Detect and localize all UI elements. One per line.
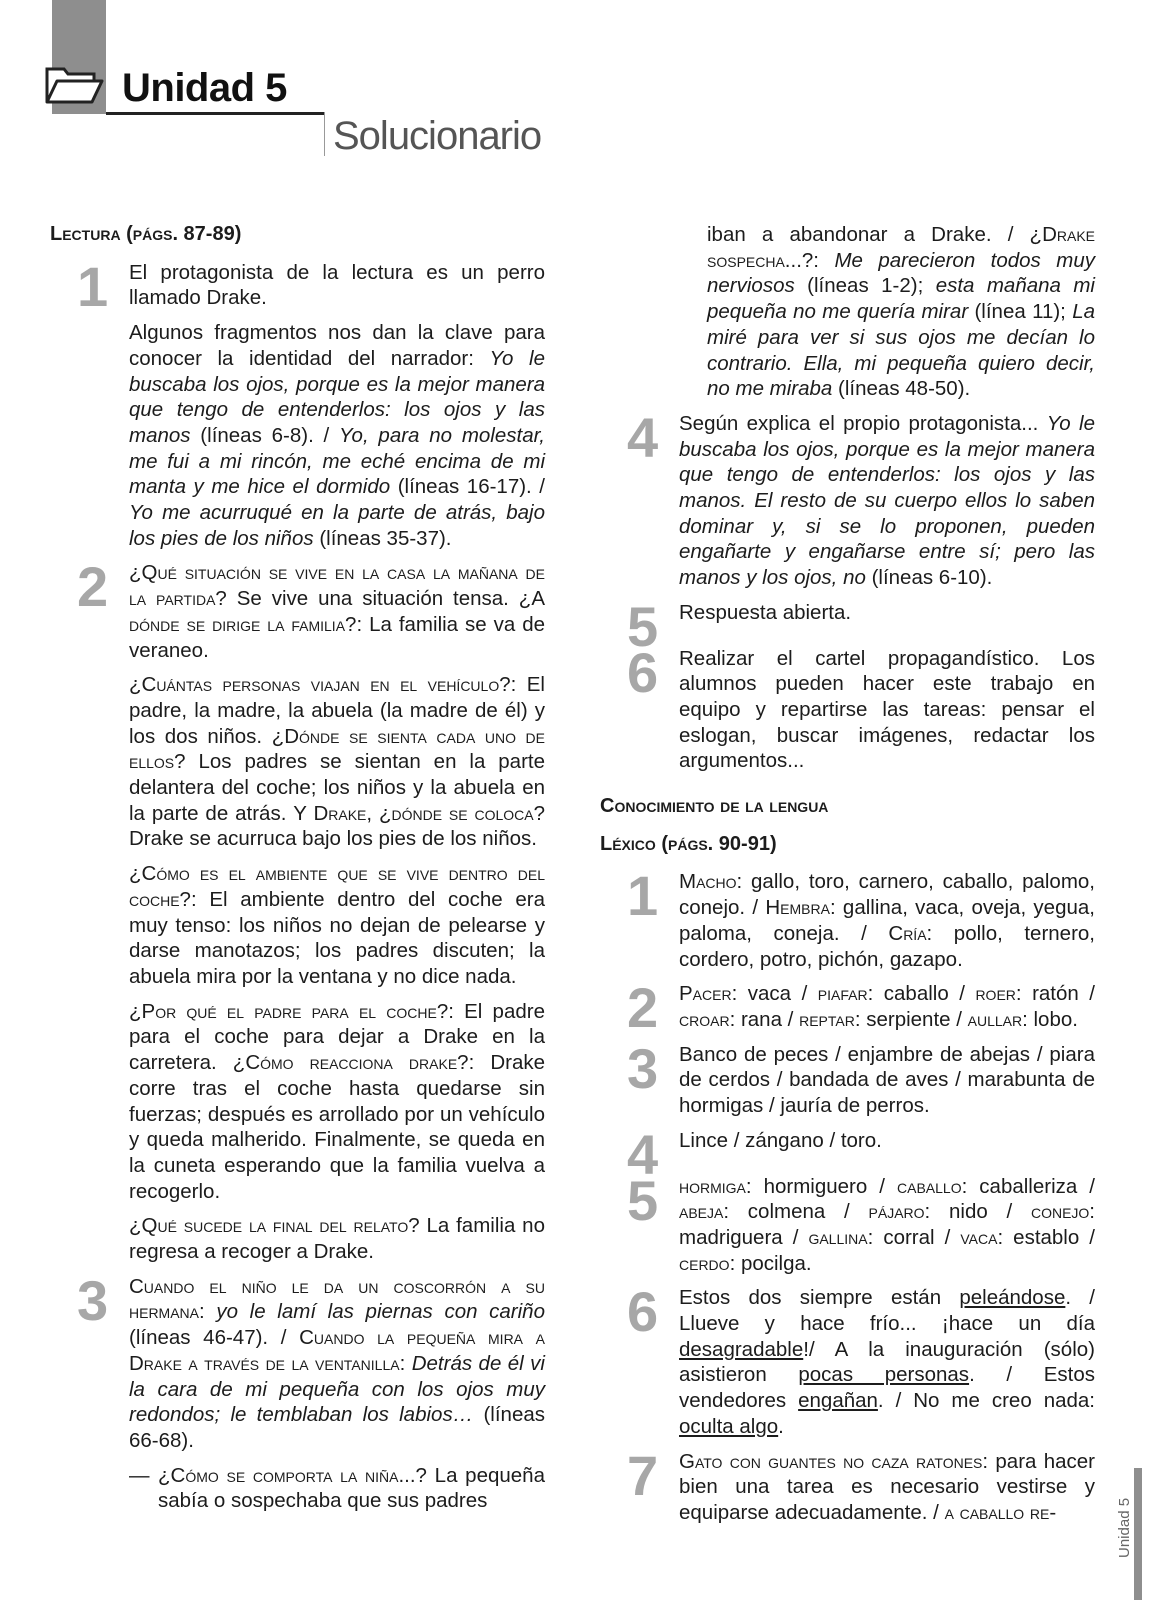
exercise-text: Cuando el niño le da un coscorrón a su hermana: yo le lamí las piernas con cariño (líneas 46-47). / Cuando la pequeña mira a Drake a través de la ventanilla: Detrás de él vi la cara de mi pequeña con los ojos muy redondos; le temblaban los labios… (líneas 66-68). xyxy=(129,1274,545,1452)
exercise-2 xyxy=(50,555,546,1264)
exercise-text: Pacer: vaca / piafar: caballo / roer: ratón / croar: rana / reptar: serpiente / aullar: lobo. xyxy=(679,982,1096,1031)
lexico-exercise-7 xyxy=(600,1443,1095,1526)
page-subtitle: Solucionario xyxy=(333,114,542,158)
exercise-1 xyxy=(50,254,546,552)
exercise-number: 6 xyxy=(627,1280,659,1344)
lexico-exercise-5 xyxy=(600,1168,1095,1277)
exercise-number: 3 xyxy=(77,1268,109,1332)
lexico-exercise-2 xyxy=(600,976,1096,1040)
exercise-text: Respuesta abierta. xyxy=(679,600,852,624)
exercise-4 xyxy=(600,405,1095,591)
title-divider xyxy=(324,112,325,156)
exercise-text: Gato con guantes no caza ratones: para hacer bien una tarea es necesario vestirse y equiparse adecuadamente. / a caballo re- xyxy=(679,1449,1095,1524)
exercise-text: hormiga: hormiguero / caballo: caballeriza / abeja: colmena / pájaro: nido / conejo: madriguera / gallina: corral / vaca: establo / cerdo: pocilga. xyxy=(679,1174,1095,1275)
exercise-text: ¿Por qué el padre para el coche?: El padre para el coche para dejar a Drake en la carretera. ¿Cómo reacciona drake?: Drake corre tras el coche hasta quedarse sin fuerzas; después es arrollado por un vehículo y queda malherido. Finalmente, se queda en la cuneta esperando que la familia vuelva a recogerlo. xyxy=(129,999,546,1203)
lexico-exercise-3 xyxy=(600,1036,1095,1119)
section-heading-lexico: Léxico (págs. 90-91) xyxy=(600,832,777,855)
exercise-text: El protagonista de la lectura es un perro llamado Drake. xyxy=(129,260,545,310)
lexico-exercise-6 xyxy=(600,1280,1095,1439)
section-heading-conocimiento: Conocimiento de la lengua xyxy=(600,795,829,818)
exercise-number: 4 xyxy=(627,1122,659,1186)
exercise-text: ¿Qué sucede la final del relato? La familia no regresa a recoger a Drake. xyxy=(129,1214,545,1264)
exercise-text: iban a abandonar a Drake. / ¿Drake sospecha...?: Me parecieron todos muy nerviosos (líneas 1-2); esta mañana mi pequeña no me quería mirar (línea 11); La miré para ver si sus ojos me decían lo contrario. Ella, mi pequeña quiero decir, no me miraba (líneas 48-50). xyxy=(707,223,1095,401)
side-tab xyxy=(1134,1468,1142,1600)
exercise-text: Algunos fragmentos nos dan la clave para conocer la identidad del narrador: Yo le buscaba los ojos, porque es la mejor manera que tengo de entenderlos: los ojos y las manos (líneas 6-8). / Yo, para no molestar, me fui a mi rincón, me eché encima de mi manta y me hice el dormido (líneas 16-17). / Yo me acurruqué en la parte de atrás, bajo los pies de los niños (líneas 35-37). xyxy=(129,321,546,550)
exercise-3 xyxy=(50,1268,545,1514)
left-column xyxy=(50,222,545,1523)
exercise-text: ¿Cuántas personas viajan en el vehículo?: El padre, la madre, la abuela (la madre de él) y los dos niños. ¿Dónde se sienta cada uno de ellos? Los padres se sientan en la parte delantera del coche; los niños y la abuela en la parte de atrás. Y Drake, ¿dónde se coloca? Drake se acurruca bajo los pies de los niños. xyxy=(129,673,545,851)
exercise-text: Realizar el cartel propagandístico. Los alumnos pueden hacer este trabajo en equipo y repartirse las tareas: pensar el eslogan, buscar imágenes, redactar los argumentos... xyxy=(679,646,1095,773)
exercise-number: 5 xyxy=(627,594,659,658)
exercise-number: 1 xyxy=(77,254,109,318)
exercise-number: 2 xyxy=(77,555,109,619)
exercise-number: 7 xyxy=(627,1443,659,1507)
exercise-number: 1 xyxy=(627,864,659,928)
page-title: Unidad 5 xyxy=(122,66,287,110)
exercise-text: Macho: gallo, toro, carnero, caballo, palomo, conejo. / Hembra: gallina, vaca, oveja, yegua, paloma, coneja. / Cría: pollo, ternero, cordero, potro, pichón, gazapo. xyxy=(679,870,1095,971)
exercise-number: 2 xyxy=(627,976,659,1040)
side-tab-label: Unidad 5 xyxy=(1116,1497,1133,1558)
exercise-text: ¿Cómo es el ambiente que se vive dentro del coche?: El ambiente dentro del coche era muy tenso: los niños no dejan de pelearse y darse manotazos; los padres discuten; la abuela mira por la ventana y no dice nada. xyxy=(129,862,545,988)
exercise-text: Lince / zángano / toro. xyxy=(679,1128,882,1152)
exercise-5 xyxy=(600,594,1095,658)
title-underline xyxy=(106,112,324,115)
exercise-text: Banco de peces / enjambre de abejas / piara de cerdos / bandada de aves / marabunta de hormigas / jauría de perros. xyxy=(679,1042,1095,1118)
exercise-3-continuation xyxy=(600,222,1095,402)
exercise-number: 4 xyxy=(627,405,659,469)
right-column xyxy=(600,222,1095,1535)
dash-item: — ¿Cómo se comporta la niña...? La pequeña sabía o sospechaba que sus padres xyxy=(129,1463,545,1513)
lexico-exercise-1 xyxy=(600,864,1095,972)
exercise-number: 6 xyxy=(627,640,659,704)
exercise-text: ¿Qué situación se vive en la casa la mañana de la partida? Se vive una situación tensa. ¿A dónde se dirige la familia?: La familia se va de veraneo. xyxy=(129,561,546,662)
exercise-text: Estos dos siempre están peleándose. / Llueve y hace frío... ¡hace un día desagradable!/ A la inauguración (sólo) asistieron pocas personas. / Estos vendedores engañan. / No me creo nada: oculta algo. xyxy=(679,1286,1095,1438)
exercise-text: Según explica el propio protagonista... Yo le buscaba los ojos, porque es la mejor manera que tengo de entenderlos: los ojos y las manos. El resto de su cuerpo ellos lo saben dominar y, si se lo proponen, pueden engañarte y engañarse entre sí; pero las manos y los ojos, no (líneas 6-10). xyxy=(679,411,1095,590)
exercise-6 xyxy=(600,640,1095,775)
exercise-number: 5 xyxy=(627,1168,659,1232)
folder-icon xyxy=(44,64,104,106)
section-heading-lectura: Lectura (págs. 87-89) xyxy=(50,223,242,245)
lexico-exercise-4 xyxy=(600,1122,1095,1186)
exercise-number: 3 xyxy=(627,1036,659,1100)
